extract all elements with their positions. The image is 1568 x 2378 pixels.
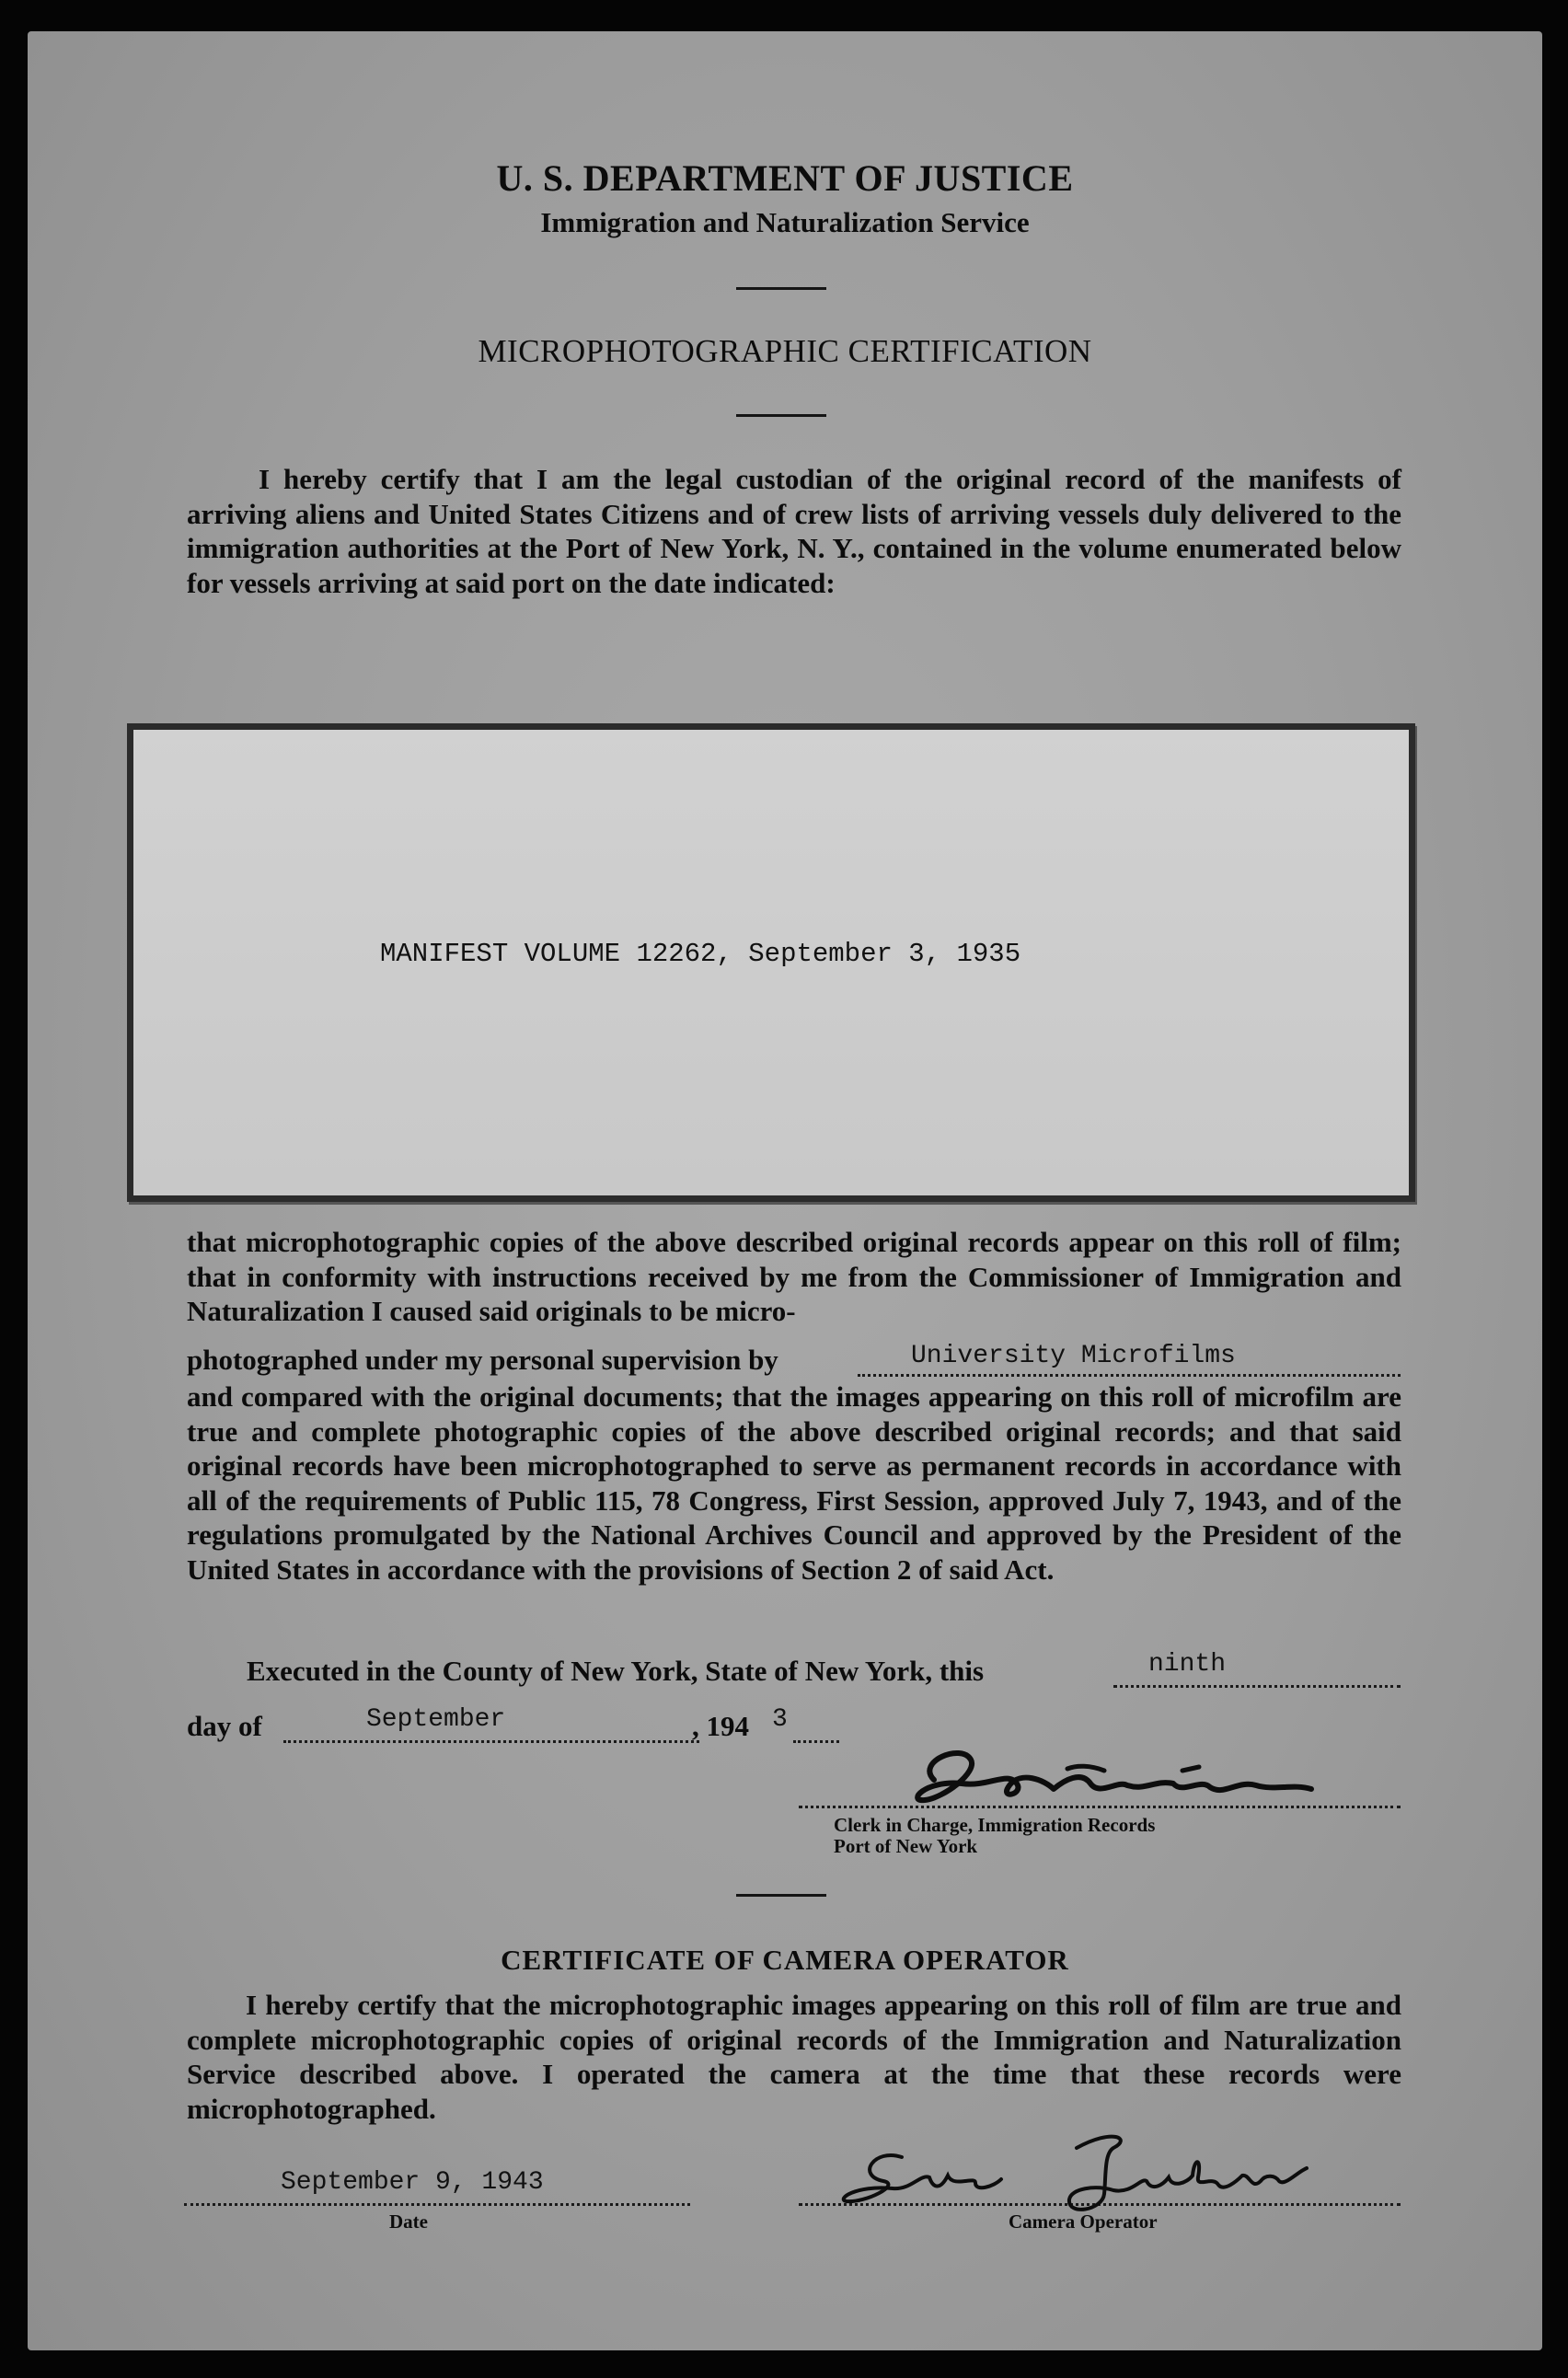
certification-title: MICROPHOTOGRAPHIC CERTIFICATION (478, 333, 1092, 369)
department-heading: U. S. DEPARTMENT OF JUSTICE (496, 157, 1074, 199)
manifest-volume-text: MANIFEST VOLUME 12262, September 3, 1935 (380, 939, 1021, 969)
year-line (793, 1740, 839, 1743)
date-line (184, 2203, 690, 2206)
execution-day-line (1113, 1685, 1401, 1688)
camera-operator-statement: I hereby certify that the microphotographic images appearing on this roll of film are true and complete microphotographic copies of original records of the Immigration and Naturalization Service described above. I operated the camera at the time that these records were microphotographed. (187, 1989, 1401, 2125)
clerk-title-line2: Port of New York (834, 1835, 978, 1857)
photographed-by-label: photographed under my personal supervision by (187, 1344, 778, 1376)
manifest-volume-box (127, 723, 1415, 1202)
header-divider (736, 287, 826, 290)
operator-label: Camera Operator (1009, 2211, 1158, 2233)
title-divider (736, 414, 826, 417)
photographed-by-value: University Microfilms (911, 1342, 1236, 1370)
service-subheading: Immigration and Naturalization Service (540, 206, 1030, 238)
month-line (283, 1740, 699, 1743)
certificate-page (28, 31, 1542, 2350)
section-divider (736, 1894, 826, 1897)
year-prefix: , 194 (692, 1710, 749, 1742)
month-value: September (366, 1705, 506, 1734)
photographed-by-line (858, 1374, 1401, 1377)
execution-label: Executed in the County of New York, State of New York, this (247, 1655, 985, 1687)
year-digit: 3 (772, 1705, 788, 1734)
day-of-label: day of (187, 1710, 262, 1742)
date-label: Date (389, 2211, 428, 2233)
clerk-title-line1: Clerk in Charge, Immigration Records (834, 1814, 1156, 1836)
custodian-statement: I hereby certify that I am the legal custodian of the original record of the manifests of arriving aliens and United States Citizens and of crew lists of arriving vessels duly delivered to the immigration authorities at the Port of New York, N. Y., contained in the volume enumerated below for vessels arriving at said port on the date indicated: (187, 463, 1401, 599)
body-paragraph-start: that microphotographic copies of the above described original records appear on this roll of film; that in conformity with instructions received by me from the Commissioner of Immigration and Naturalization I caused said originals to be micro- (187, 1226, 1401, 1327)
clerk-handwritten-signature (906, 1743, 1330, 1815)
operator-handwritten-signature (837, 2120, 1316, 2220)
camera-operator-heading: CERTIFICATE OF CAMERA OPERATOR (501, 1944, 1069, 1976)
body-paragraph-rest: and compared with the original documents; that the images appearing on this roll of microfilm are true and complete photographic copies of the above described original records; and that said original records have been microphotographed to serve as permanent records in accordance with all of the requirements of Public 115, 78 Congress, First Session, approved July 7, 1943, and of the regulations promulgated by the National Archives Council and approved by the President of the United States in accordance with the provisions of Section 2 of said Act. (187, 1380, 1401, 1586)
execution-day-value: ninth (1148, 1650, 1227, 1679)
date-value: September 9, 1943 (281, 2168, 544, 2197)
